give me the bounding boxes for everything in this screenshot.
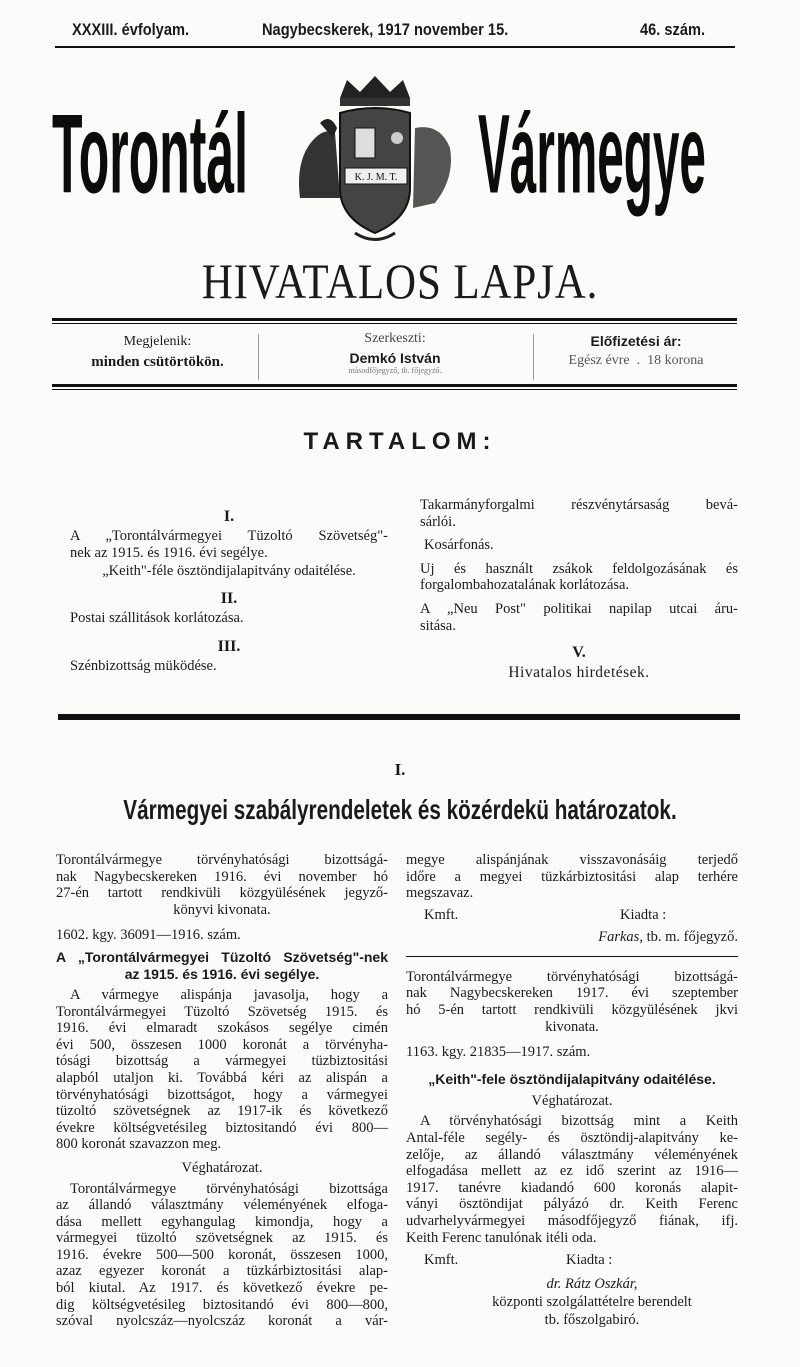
text-line: Antal-féle segély- és ösztöndij-alapitvány ke- — [406, 1129, 738, 1146]
text-line: kivonata. — [545, 1018, 599, 1035]
text-line: évekre költségvetésileg biztositandó évi 800— — [56, 1119, 388, 1136]
signatory-name: Farkas, — [598, 928, 643, 945]
signatory — [406, 928, 738, 946]
toc-item — [70, 563, 388, 580]
resolution-heading: az 1915. és 1916. évi segélye. — [124, 965, 320, 982]
toc-item — [420, 561, 738, 594]
appears-value: minden csütörtökön. — [91, 354, 224, 370]
issued-by-label: Kiadta : — [620, 906, 667, 923]
text-line: 800 koronát szavazzon meg. — [56, 1136, 222, 1153]
article-paragraph — [56, 987, 388, 1153]
county-crest-logo — [285, 68, 465, 248]
signatory-title: központi szolgálattételre berendelt — [492, 1294, 692, 1311]
text-line: forgalombahozatalának korlátozása. — [420, 577, 630, 594]
signatory-title: tb. főszolgabiró. — [544, 1312, 640, 1329]
article-intro — [56, 902, 388, 919]
text-line: évi 500, összesen 1000 koronát a törvényha- — [56, 1036, 388, 1053]
text-line: 1602. kgy. 36091—1916. szám. — [56, 927, 241, 944]
price-cell — [536, 328, 736, 369]
toc-item — [420, 601, 738, 634]
article-paragraph — [406, 852, 738, 902]
toc-section-number: III. — [217, 638, 241, 656]
text-line: sitása. — [420, 617, 456, 634]
section-title: Vármegyei szabályrendeletek és közérdekü határozatok. — [123, 794, 677, 826]
toc-left-column — [70, 506, 388, 675]
subtitle: HIVATALOS LAPJA. — [201, 253, 599, 309]
text-line: Torontálvármegye törvényhatósági bizottsága — [70, 1180, 388, 1197]
article-intro — [56, 852, 388, 902]
signature-row — [406, 904, 738, 926]
text-line: megszavaz. — [406, 885, 474, 902]
editor-label: Szerkeszti: — [364, 331, 426, 346]
resolution-heading: A „Torontálvármegyei Tüzoltó Szövetség"-nek — [56, 948, 388, 965]
divider — [52, 389, 737, 390]
decision-heading — [406, 1093, 738, 1110]
text-line: 1916. évekre 500—500 koronát, összesen 1000, — [56, 1246, 388, 1263]
price-value: Egész évre . 18 korona — [568, 353, 704, 368]
editor-name: Demkó István — [349, 350, 441, 366]
text-line: Postai szállitások korlátozása. — [70, 609, 244, 626]
kmft-label: Kmft. — [424, 906, 459, 923]
text-line: Véghatározat. — [181, 1159, 263, 1176]
right-article-column — [406, 852, 738, 1329]
divider — [533, 334, 534, 380]
text-line: A törvényhatósági bizottság mint a Keith — [420, 1113, 738, 1130]
text-line: nek az 1915. és 1916. évi segélye. — [70, 544, 268, 561]
divider — [52, 318, 737, 321]
article-paragraph — [406, 1113, 738, 1246]
text-line: dig költségvetésileg biztositandó évi 800—800, — [56, 1296, 388, 1313]
article-intro — [406, 1019, 738, 1036]
title-left: Torontál — [52, 91, 248, 217]
text-line: dása mellett egyhangulag kimondja, hogy a — [56, 1213, 388, 1230]
text-line: tüzoltó szövetségnek az 1917-ik és következő — [56, 1103, 388, 1120]
text-line: elfogadása mellett az ez idő szerint az 1916— — [406, 1163, 738, 1180]
text-line: 1163. kgy. 21835—1917. szám. — [406, 1044, 591, 1061]
text-line: megye alispánjának visszavonásáig terjedő — [406, 852, 738, 868]
resolution-number — [56, 927, 388, 944]
text-line: sárlói. — [420, 513, 456, 530]
title-right: Vármegye — [478, 91, 706, 217]
text-line: ból kiutal. Az 1917. és következő évekre pe- — [56, 1280, 388, 1297]
article-paragraph — [56, 1181, 388, 1330]
text-line: nak Nagybecskereken 1917. évi szeptember — [406, 985, 738, 1002]
toc-item — [420, 537, 738, 554]
text-line: Torontálvármegye törvényhatósági bizottságá- — [406, 968, 738, 985]
left-article-column — [56, 852, 388, 1330]
signatory-title: tb. m. főjegyző. — [646, 928, 738, 945]
divider — [406, 956, 738, 957]
text-line: Keith Ferenc tanulónak itéli oda. — [406, 1229, 597, 1246]
toc-item — [70, 528, 388, 561]
editor-title: másodfőjegyző, tb. főjegyző. — [348, 366, 442, 375]
resolution-heading: „Keith"-fele ösztöndijalapitvány odaitélése. — [428, 1070, 716, 1087]
volume-label: XXXIII. évfolyam. — [72, 20, 190, 39]
text-line: Szénbizottság müködése. — [70, 658, 217, 675]
text-line: nak Nagybecskereken 1916. évi november hó — [56, 868, 388, 885]
text-line: tósági bizottság a vármegyei tüzbiztositási — [56, 1053, 388, 1070]
issue-number: 46. szám. — [640, 20, 706, 39]
divider — [52, 323, 737, 324]
kmft-label: Kmft. — [424, 1252, 459, 1269]
text-line: Torontálvármegyei Tüzoltó Szövetség 1915. és — [56, 1003, 388, 1020]
divider — [58, 714, 740, 720]
text-line: szóval nyolcszáz—nyolcszáz koronát a vár- — [56, 1313, 388, 1330]
text-line: Véghatározat. — [531, 1092, 613, 1109]
text-line: könyvi kivonata. — [173, 901, 271, 918]
text-line: Torontálvármegye törvényhatósági bizottságá- — [56, 852, 388, 868]
crest-banner: K. J. M. T. — [354, 172, 398, 183]
text-line: A vármegye alispánja javasolja, hogy a — [70, 986, 388, 1003]
text-line: A „Neu Post" politikai napilap utcai áru- — [420, 600, 738, 617]
divider — [258, 334, 259, 380]
text-line: ványi ösztöndijat pályázó dr. Keith Ferenc — [406, 1196, 738, 1213]
place-date: Nagybecskerek, 1917 november 15. — [262, 20, 509, 39]
toc-section-number: I. — [223, 508, 235, 525]
section-number: I. — [394, 760, 406, 779]
text-line: Uj és használt zsákok feldolgozásának és — [420, 560, 738, 577]
article-intro — [406, 969, 738, 1019]
divider — [55, 46, 735, 48]
text-line: udvarhelyvármegyei másodfőjegyző fiának, ifj. — [406, 1212, 738, 1229]
price-label: Előfizetési ár: — [590, 333, 682, 349]
appears-label: Megjelenik: — [123, 334, 192, 349]
toc-item — [70, 610, 388, 627]
toc-section-number: II. — [220, 589, 238, 607]
text-line: Kosárfonás. — [424, 537, 494, 554]
text-line: 27-én tartott rendkivüli közgyülésének jegyző- — [56, 885, 388, 902]
appears-cell — [60, 328, 255, 371]
text-line: „Keith"-féle ösztöndijalapitvány odaitélése. — [102, 563, 356, 580]
toc-title: TARTALOM: — [303, 428, 497, 455]
toc-section-number: V. — [572, 644, 586, 662]
toc-right-column — [420, 497, 738, 682]
toc-item — [420, 497, 738, 530]
decision-heading — [56, 1160, 388, 1177]
text-line: alapból utaljon ki. Továbbá kéri az alispán a — [56, 1069, 388, 1086]
toc-item — [70, 658, 388, 675]
issued-by-label: Kiadta : — [566, 1252, 613, 1269]
text-line: időre a megyei tüzkárbiztositási alap terhére — [406, 868, 738, 885]
signature-row — [406, 1249, 738, 1271]
signatory — [406, 1275, 738, 1329]
text-line: azaz egyezer koronát a tüzkárbiztositási alap- — [56, 1263, 388, 1280]
text-line: hó 5-én tartott rendkivüli közgyülésének jkvi — [406, 1001, 738, 1018]
text-line: 1917. tanévre kiadandó 600 koronás alapit- — [406, 1179, 738, 1196]
text-line: vármegyei tüzoltó szövetségnek az 1915. és — [56, 1230, 388, 1247]
text-line: törvényhatósági bizottságot, hogy a vármegyei — [56, 1086, 388, 1103]
toc-item: Hivatalos hirdetések. — [508, 664, 650, 682]
signatory-name: dr. Rátz Oszkár, — [546, 1276, 638, 1293]
editor-cell — [260, 328, 530, 375]
text-line: 1916. évi elmaradt szokásos segélye cimén — [56, 1020, 388, 1037]
divider — [52, 384, 737, 387]
text-line: zelője, az állandó választmány véleményének — [406, 1146, 738, 1163]
text-line: az állandó választmány véleményének elfoga- — [56, 1197, 388, 1214]
text-line: A „Torontálvármegyei Tüzoltó Szövetség"- — [70, 528, 388, 544]
text-line: Takarmányforgalmi részvénytársaság bevá- — [420, 497, 738, 513]
resolution-number — [406, 1044, 738, 1061]
